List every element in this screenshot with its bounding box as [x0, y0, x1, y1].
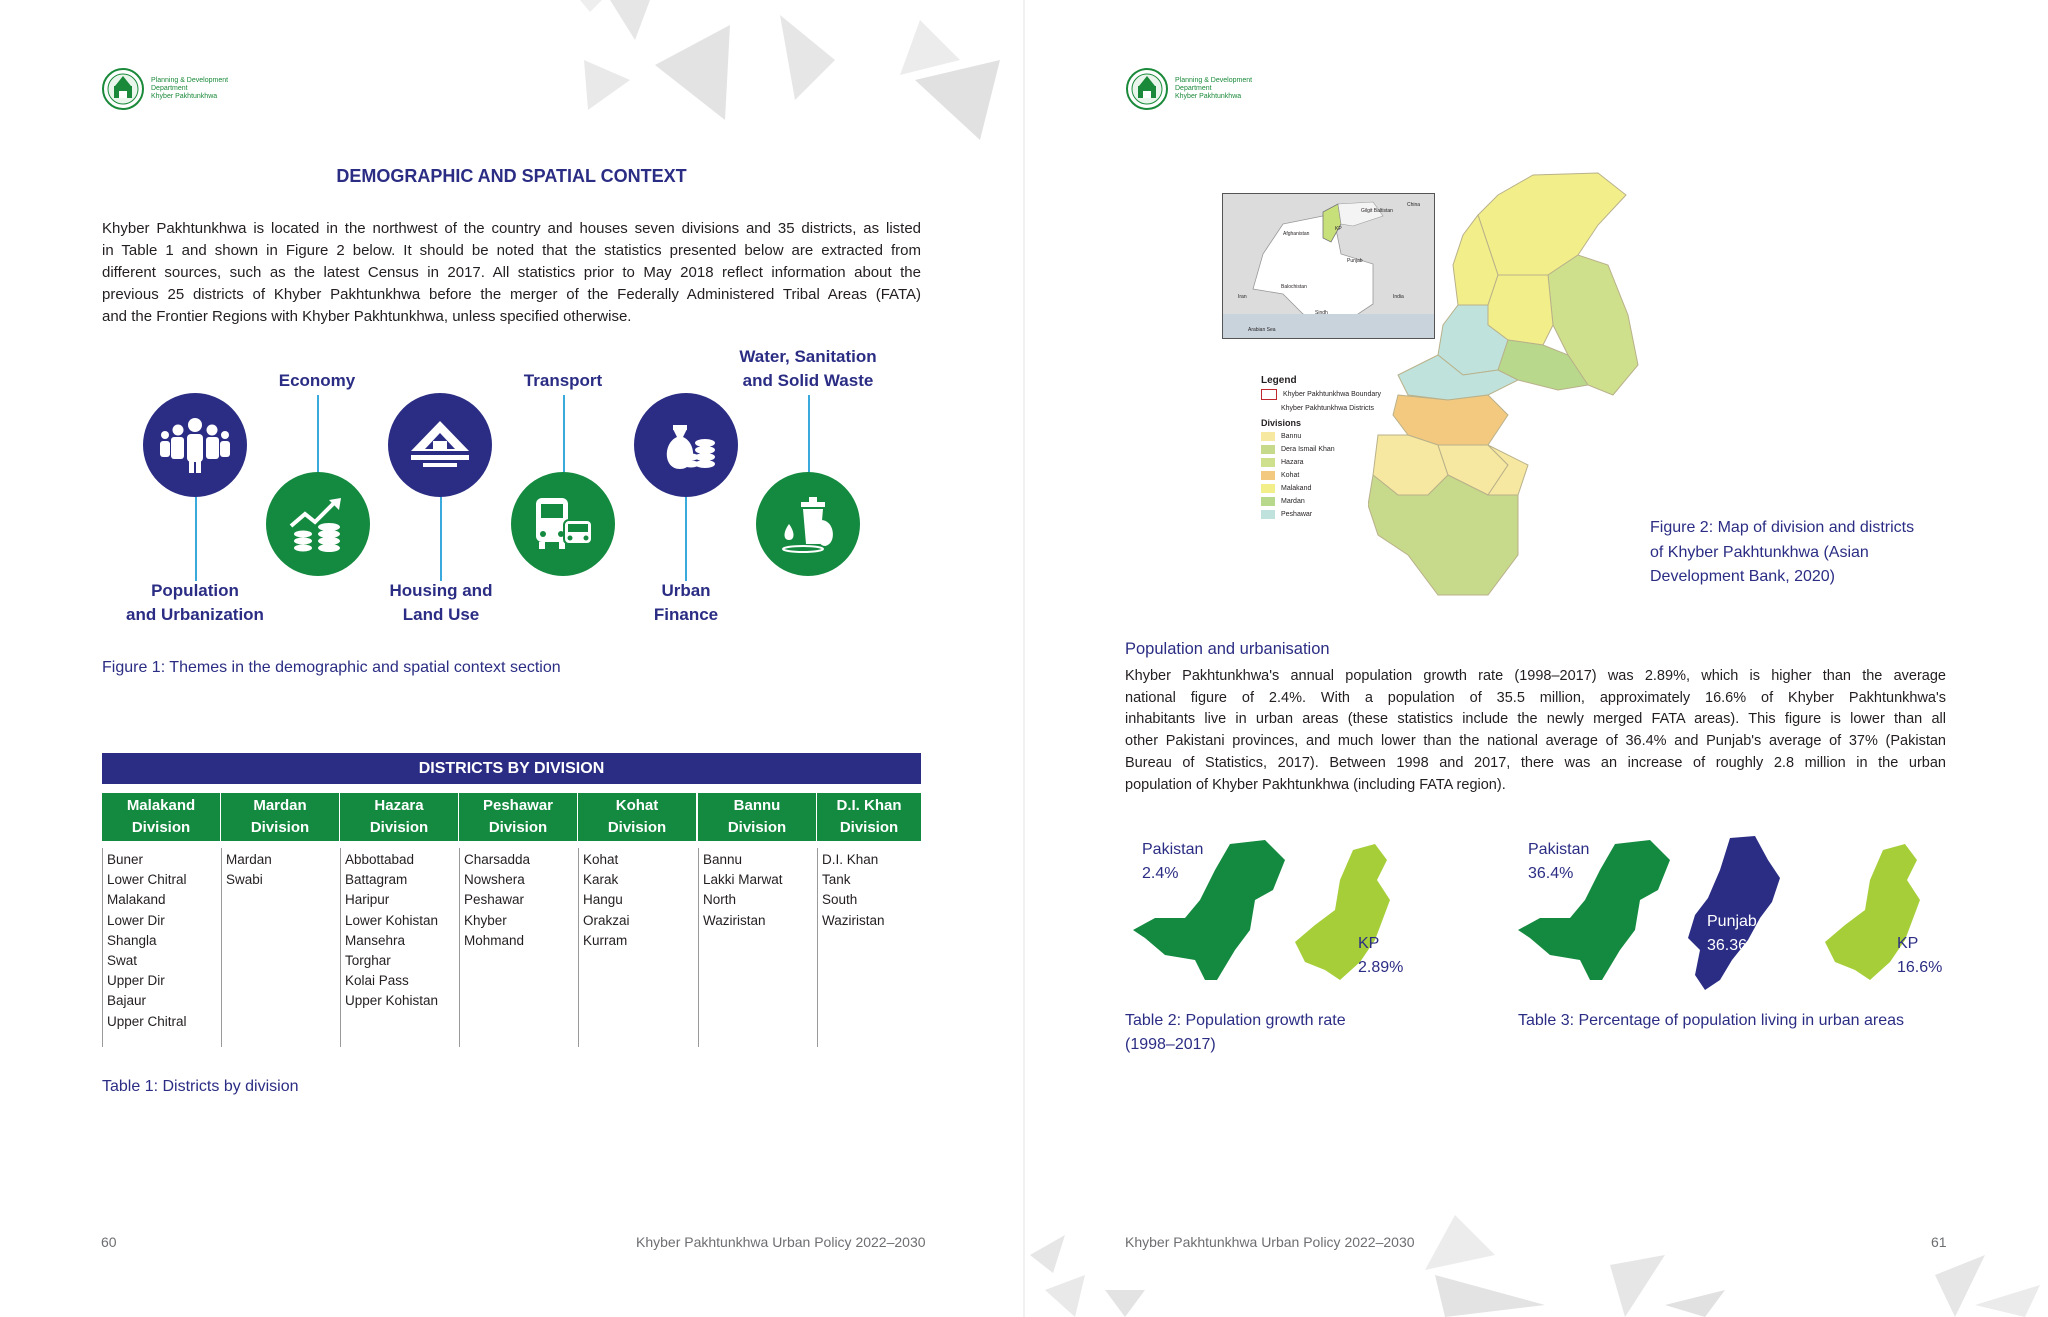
legend-division-item: Bannu [1261, 432, 1411, 441]
legend-swatch [1261, 484, 1275, 493]
inset-label: Arabian Sea [1248, 327, 1276, 333]
pnd-logo: Planning & Development Department Khyber Pakhtunkhwa [1125, 67, 1252, 111]
housing-icon [388, 393, 492, 497]
division-header: D.I. Khan Division [817, 793, 921, 841]
division-header: Bannu Division [698, 793, 816, 841]
legend-division-item: Mardan [1261, 497, 1411, 506]
decorative-triangles [1025, 1195, 2048, 1317]
inset-label: Afghanistan [1283, 231, 1310, 237]
punjab-label: Punjab [1707, 913, 1757, 930]
kp-label: KP [1897, 935, 1919, 952]
district-list: Bannu Lakki Marwat North Waziristan [698, 848, 816, 1047]
legend-swatch [1261, 497, 1275, 506]
division-column [459, 793, 577, 1047]
body-paragraph: Khyber Pakhtunkhwa's annual population growth rate (1998–2017) was 2.89%, which is higher than the average national figure of 2.4%. With a population of 35.5 million, approximately 16.6% of Khyber Pakhtunkhwa's inhabitants live in urban areas (these statistics include the newly merged FATA areas). This figure is lower than all other Pakistani provinces, and much lower than the national average of 36.4% and Punjab's average of 37% (Pakistan Bureau of Statistics, 2017). Between 1998 and 2017, there was an increase of roughly 2.8 million in the urban population of Khyber Pakhtunkhwa (including FATA region). [1125, 668, 1946, 793]
division-header: Peshawar Division [459, 793, 577, 841]
division-header: Malakand Division [102, 793, 220, 841]
figure2-caption: Figure 2: Map of division and districts of Khyber Pakhtunkhwa (Asian Development Bank, 2020) [1650, 519, 1915, 585]
emblem-icon [1125, 67, 1169, 111]
right-page [1025, 0, 2048, 1317]
division-header: Mardan Division [221, 793, 339, 841]
boundary-swatch [1261, 389, 1277, 400]
district-list: Charsadda Nowshera Peshawar Khyber Mohmand [459, 848, 577, 1047]
page-number: 61 [1931, 1234, 1947, 1250]
kp-value: 16.6% [1897, 959, 1943, 976]
division-header: Kohat Division [578, 793, 696, 841]
kp-value: 2.89% [1358, 959, 1404, 976]
inset-label: Iran [1238, 294, 1247, 300]
legend-title: Legend [1261, 375, 1297, 386]
inset-label: Balochistan [1281, 284, 1307, 290]
legend-division-item: Peshawar [1261, 510, 1411, 519]
footer-title: Khyber Pakhtunkhwa Urban Policy 2022–2030 [636, 1234, 926, 1250]
section-title: Population and urbanisation [1125, 640, 1330, 658]
theme-label-transport: Transport [523, 371, 603, 390]
legend-division-item: Malakand [1261, 484, 1411, 493]
legend-swatch [1261, 471, 1275, 480]
inset-label: Punjab [1347, 258, 1363, 264]
legend-division-item: Dera Ismail Khan [1261, 445, 1411, 454]
division-column [817, 793, 921, 1047]
legend-swatch [1261, 458, 1275, 467]
inset-label: Gilgit Baltistan [1361, 208, 1393, 214]
legend-division-item: Kohat [1261, 471, 1411, 480]
punjab-value: 36.36% [1707, 937, 1762, 954]
page-number: 60 [101, 1234, 117, 1250]
legend-swatch [1261, 445, 1275, 454]
pakistan-value: 36.4% [1528, 865, 1574, 882]
population-icon [143, 393, 247, 497]
district-list: Mardan Swabi [221, 848, 339, 1047]
finance-icon [634, 393, 738, 497]
theme-label-economy: Economy [278, 371, 356, 390]
waste-icon [756, 472, 860, 576]
table3-caption: Table 3: Percentage of population living in urban areas [1518, 1012, 1905, 1029]
transport-icon [511, 472, 615, 576]
economy-icon [266, 472, 370, 576]
legend-division-item: Hazara [1261, 458, 1411, 467]
district-list: Buner Lower Chitral Malakand Lower Dir Shangla Swat Upper Dir Bajaur Upper Chitral [102, 848, 220, 1047]
table2-caption: Table 2: Population growth rate (1998–2017) [1125, 1012, 1346, 1053]
table-title: DISTRICTS BY DIVISION [102, 753, 921, 784]
division-column [221, 793, 339, 1047]
district-list: Kohat Karak Hangu Orakzai Kurram [578, 848, 696, 1047]
pakistan-label: Pakistan [1528, 841, 1590, 858]
district-list: Abbottabad Battagram Haripur Lower Kohistan Mansehra Torghar Kolai Pass Upper Kohistan [340, 848, 458, 1047]
division-header: Hazara Division [340, 793, 458, 841]
left-page [0, 0, 1023, 1317]
table1-caption: Table 1: Districts by division [102, 1078, 299, 1095]
emblem-icon [101, 67, 145, 111]
legend-swatch [1261, 432, 1275, 441]
inset-label: India [1393, 294, 1404, 300]
kp-label: KP [1358, 935, 1380, 952]
pakistan-label: Pakistan [1142, 841, 1204, 858]
theme-label-water: Water, Sanitation and Solid Waste [739, 347, 877, 390]
intro-paragraph: Khyber Pakhtunkhwa is located in the northwest of the country and houses seven divisions and 35 districts, as listed in Table 1 and shown in Figure 2 below. It should be noted that the statistics presented below are extracted from different sources, such as the latest Census in 2017. All statistics prior to May 2018 reflect information about the previous 25 districts of Khyber Pakhtunkhwa before the merger of the Federally Administered Tribal Areas (FATA) and the Frontier Regions with Khyber Pakhtunkhwa, unless specified otherwise. [102, 220, 921, 325]
page-heading: DEMOGRAPHIC AND SPATIAL CONTEXT [336, 166, 687, 186]
kp-division-map [1368, 165, 1668, 605]
division-column [340, 793, 458, 1047]
pakistan-value: 2.4% [1142, 865, 1179, 882]
pnd-logo: Planning & Development Department Khyber Pakhtunkhwa [101, 67, 228, 111]
legend-swatch [1261, 510, 1275, 519]
inset-label: Sindh [1315, 310, 1328, 316]
inset-label: KP [1335, 226, 1342, 232]
figure1-caption: Figure 1: Themes in the demographic and spatial context section [102, 659, 561, 676]
theme-label-finance: Urban Finance [653, 581, 719, 624]
footer-title: Khyber Pakhtunkhwa Urban Policy 2022–2030 [1125, 1234, 1415, 1250]
district-list: D.I. Khan Tank South Waziristan [817, 848, 921, 1047]
map-legend: Legend Khyber Pakhtunkhwa Boundary Khyber Pakhtunkhwa Districts Divisions Bannu Dera Ismail Khan Hazara Kohat Malakand Mardan Peshawar [1261, 375, 1411, 519]
division-column [698, 793, 816, 1047]
division-column [578, 793, 696, 1047]
division-column [102, 793, 220, 1047]
theme-label-population: Population and Urbanization [126, 581, 264, 624]
inset-label: China [1407, 202, 1421, 208]
theme-label-housing: Housing and Land Use [389, 581, 493, 624]
decorative-triangles [580, 0, 1020, 150]
